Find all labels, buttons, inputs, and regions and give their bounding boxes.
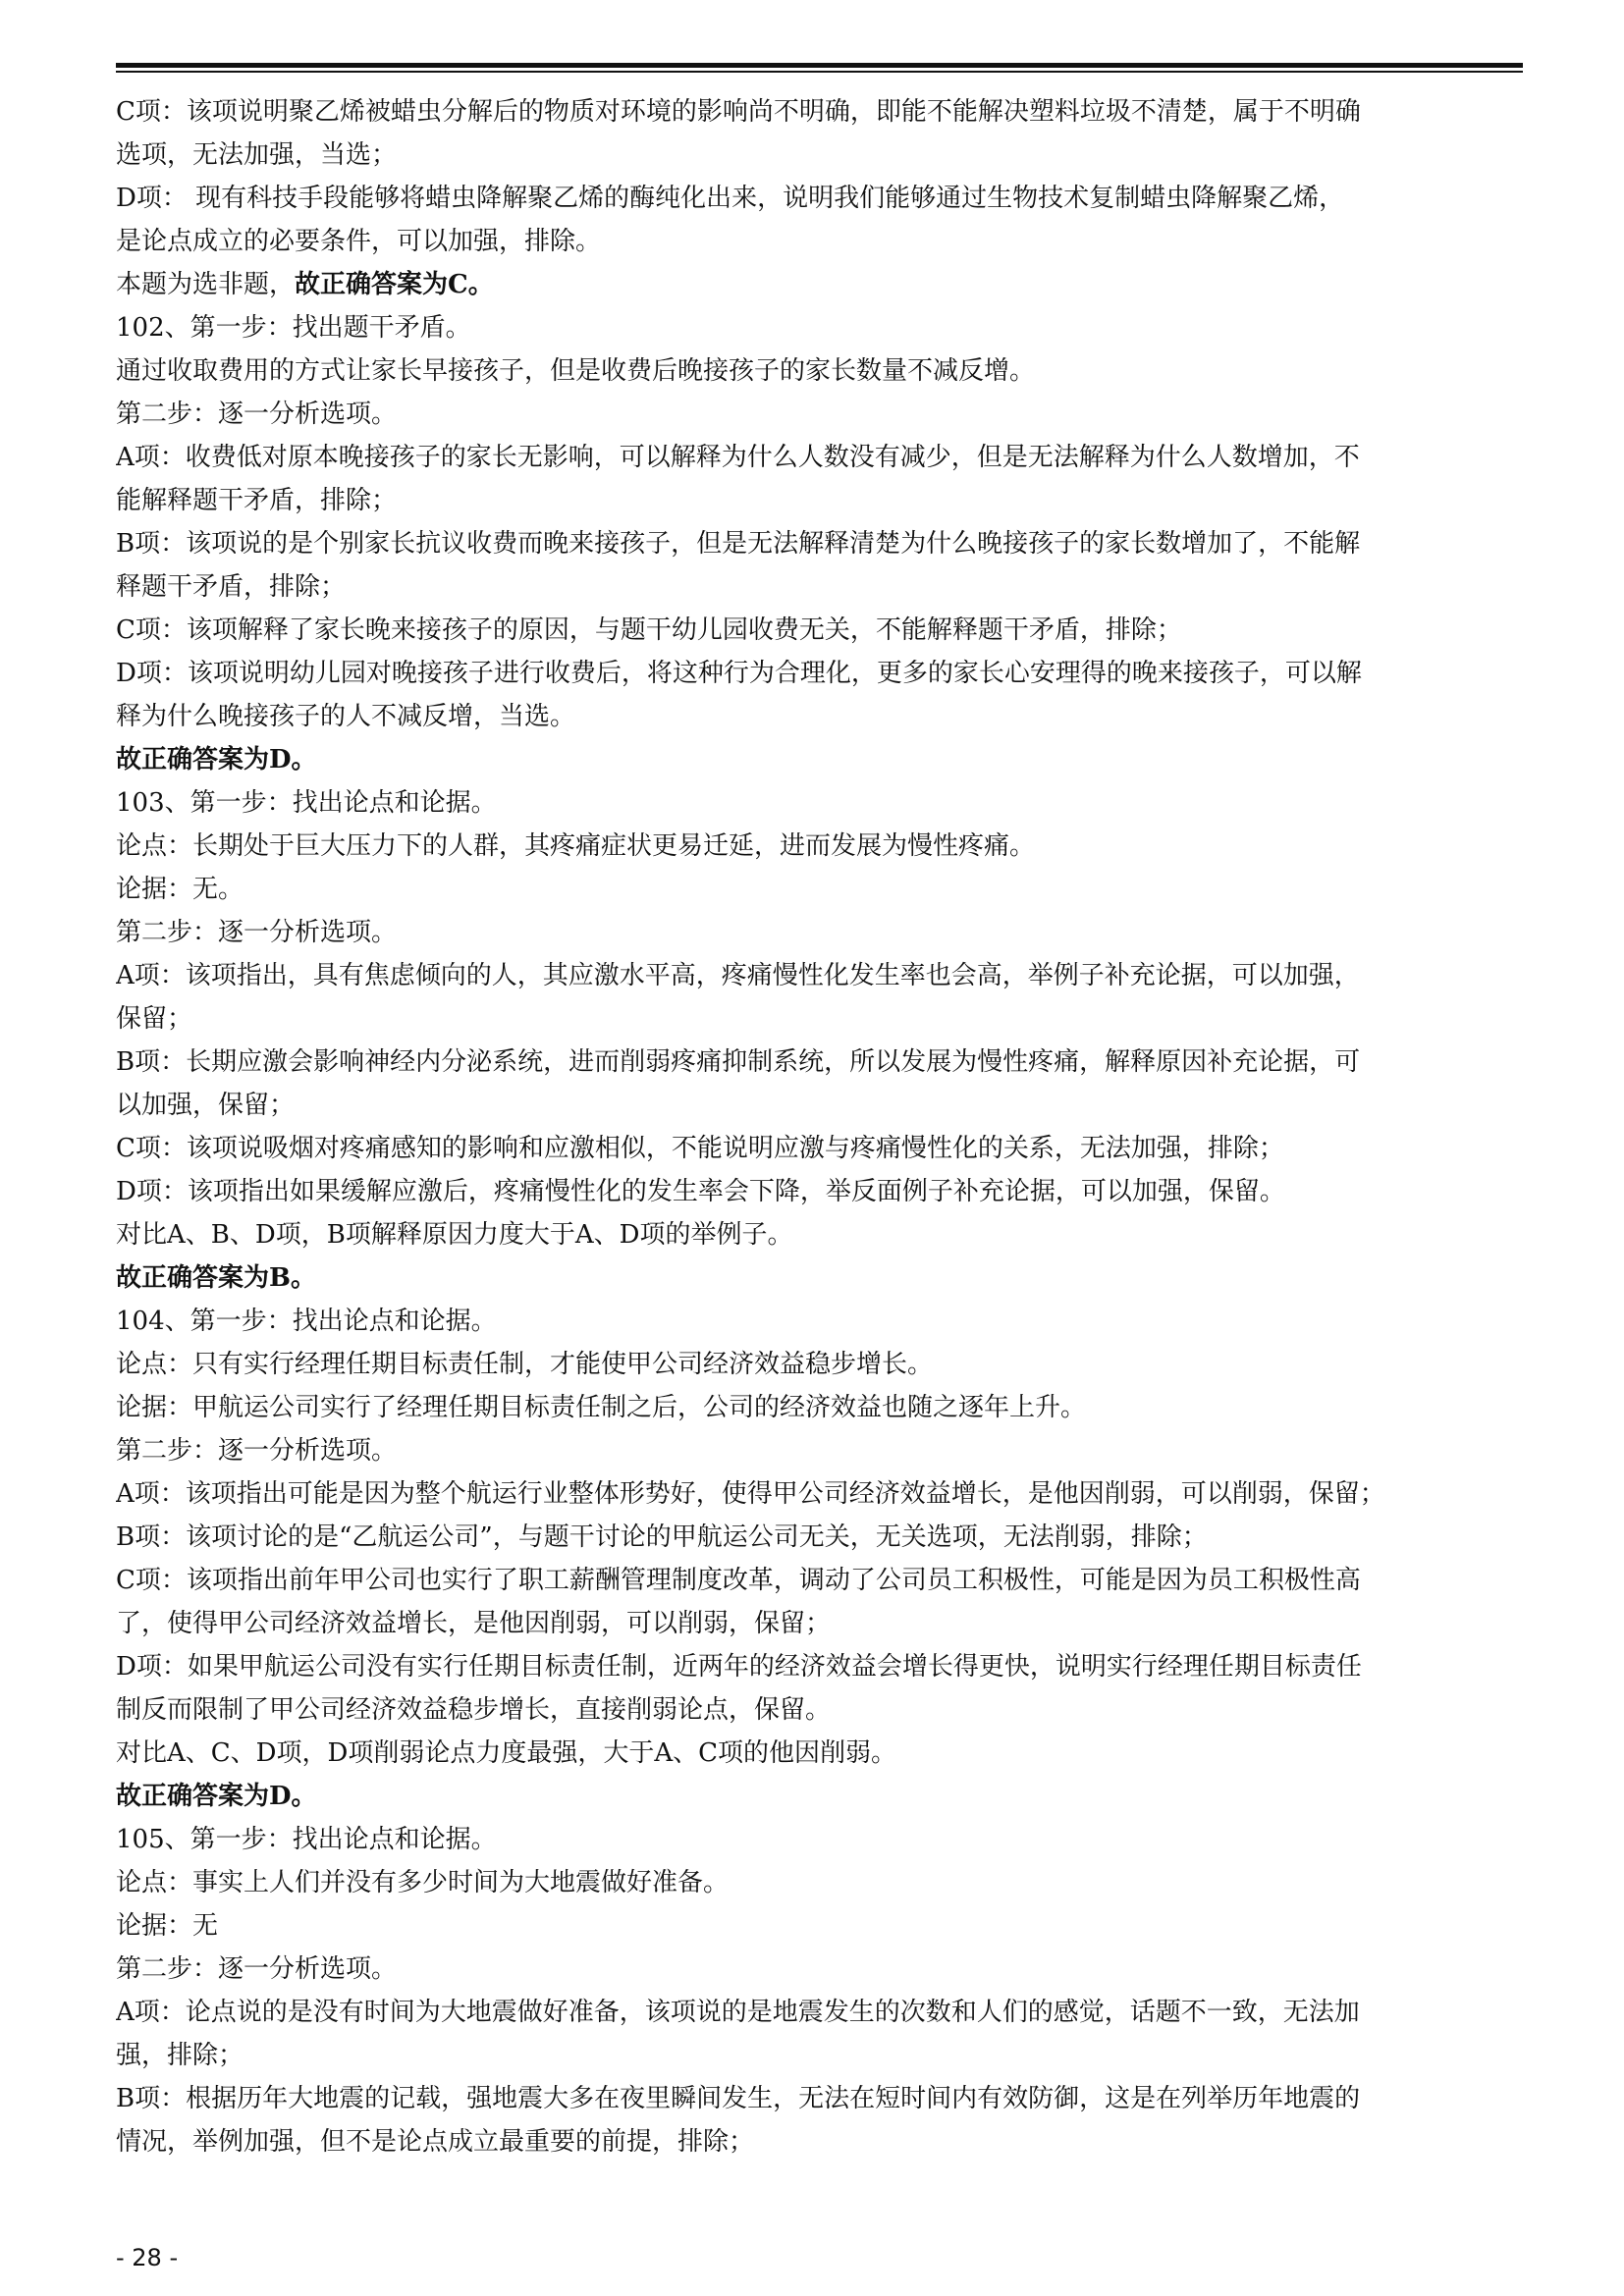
text-line: 释为什么晚接孩子的人不减反增，当选。 (116, 702, 576, 731)
text-line: 论点：长期处于巨大压力下的人群，其疼痛症状更易迁延，进而发展为慢性疼痛。 (116, 831, 1036, 861)
text-line: C项：该项说吸烟对疼痛感知的影响和应激相似，不能说明应激与疼痛慢性化的关系，无法加强，排除； (116, 1134, 1284, 1163)
text-line: C项：该项解释了家长晚来接孩子的原因，与题干幼儿园收费无关，不能解释题干矛盾，排除； (116, 615, 1182, 645)
text-line: 能解释题干矛盾，排除； (116, 486, 398, 515)
text-line: 是论点成立的必要条件，可以加强，排除。 (116, 227, 602, 256)
text-line: B项：根据历年大地震的记载，强地震大多在夜里瞬间发生，无法在短时间内有效防御，这是在列举历年地震的 (116, 2084, 1361, 2113)
text-line: 论点：事实上人们并没有多少时间为大地震做好准备。 (116, 1868, 730, 1897)
text-line: 论点：只有实行经理任期目标责任制，才能使甲公司经济效益稳步增长。 (116, 1350, 934, 1379)
text-line: 对比A、C、D项，D项削弱论点力度最强，大于A、C项的他因削弱。 (116, 1738, 897, 1768)
text-line: 论据：无。 (116, 875, 244, 904)
text-line: 第二步：逐一分析选项。 (116, 400, 398, 429)
text-line: B项：长期应激会影响神经内分泌系统，进而削弱疼痛抑制系统，所以发展为慢性疼痛，解释原因补充论据，可 (116, 1047, 1361, 1077)
text-line: 以加强，保留； (116, 1091, 296, 1120)
text-line: 选项，无法加强，当选； (116, 140, 398, 170)
text-line: A项：该项指出，具有焦虑倾向的人，其应激水平高，疼痛慢性化发生率也会高，举例子补充论据，可以加强， (116, 961, 1360, 990)
text-line: C项：该项指出前年甲公司也实行了职工薪酬管理制度改革，调动了公司员工积极性，可能是因为员工积极性高 (116, 1566, 1361, 1595)
question-heading: 105、第一步：找出论点和论据。 (116, 1825, 497, 1854)
text-line: D项： 现有科技手段能够将蜡虫降解聚乙烯的酶纯化出来，说明我们能够通过生物技术复制蜡虫降解聚乙烯， (116, 184, 1345, 213)
text-line: 第二步：逐一分析选项。 (116, 1436, 398, 1466)
answer-line: 故正确答案为D。 (116, 1782, 317, 1811)
answer-bold: 故正确答案为C。 (295, 270, 494, 299)
text-line: A项：收费低对原本晚接孩子的家长无影响，可以解释为什么人数没有减少，但是无法解释为什么人数增加，不 (116, 443, 1360, 472)
text-line: C项：该项说明聚乙烯被蜡虫分解后的物质对环境的影响尚不明确，即能不能解决塑料垃圾不清楚，属于不明确 (116, 97, 1361, 127)
text-line: B项：该项讨论的是“乙航运公司”，与题干讨论的甲航运公司无关，无关选项，无法削弱，排除； (116, 1522, 1208, 1552)
text-line: D项：如果甲航运公司没有实行任期目标责任制，近两年的经济效益会增长得更快，说明实行经理任期目标责任 (116, 1652, 1362, 1682)
text-line: D项：该项指出如果缓解应激后，疼痛慢性化的发生率会下降，举反面例子补充论据，可以加强，保留。 (116, 1177, 1285, 1206)
text-line: A项：该项指出可能是因为整个航运行业整体形势好，使得甲公司经济效益增长，是他因削弱，可以削弱，保留； (116, 1479, 1385, 1509)
text-line: 释题干矛盾，排除； (116, 572, 347, 602)
text-line: D项：该项说明幼儿园对晚接孩子进行收费后，将这种行为合理化，更多的家长心安理得的晚来接孩子，可以解 (116, 659, 1362, 688)
text-line: 强，排除； (116, 2041, 244, 2070)
header-rule-thick (116, 63, 1523, 68)
question-heading: 104、第一步：找出论点和论据。 (116, 1307, 497, 1336)
text-line: 论据：甲航运公司实行了经理任期目标责任制之后，公司的经济效益也随之逐年上升。 (116, 1393, 1087, 1422)
answer-line (116, 263, 1523, 306)
text-line: 第二步：逐一分析选项。 (116, 1954, 398, 1984)
answer-prefix: 本题为选非题， (116, 270, 296, 299)
text-line: 第二步：逐一分析选项。 (116, 918, 398, 947)
text-line: 了，使得甲公司经济效益增长，是他因削弱，可以削弱，保留； (116, 1609, 832, 1638)
answer-line: 故正确答案为D。 (116, 745, 317, 774)
question-heading: 103、第一步：找出论点和论据。 (116, 788, 497, 818)
page-number: - 28 - (116, 2244, 179, 2271)
text-line: 制反而限制了甲公司经济效益稳步增长，直接削弱论点，保留。 (116, 1695, 832, 1725)
header-rule-thin (116, 71, 1523, 73)
text-line: 对比A、B、D项，B项解释原因力度大于A、D项的举例子。 (116, 1220, 793, 1250)
text-line: A项：论点说的是没有时间为大地震做好准备，该项说的是地震发生的次数和人们的感觉，话题不一致，无法加 (116, 1998, 1360, 2027)
text-line: 通过收取费用的方式让家长早接孩子，但是收费后晚接孩子的家长数量不减反增。 (116, 356, 1036, 386)
answer-line: 故正确答案为B。 (116, 1263, 316, 1293)
text-line: 情况，举例加强，但不是论点成立最重要的前提，排除； (116, 2127, 755, 2157)
text-line: 保留； (116, 1004, 193, 1034)
text-line: 论据：无 (116, 1911, 219, 1941)
question-heading: 102、第一步：找出题干矛盾。 (116, 313, 471, 343)
page-body (116, 90, 1523, 2163)
text-line: B项：该项说的是个别家长抗议收费而晚来接孩子，但是无法解释清楚为什么晚接孩子的家长数增加了，不能解 (116, 529, 1361, 559)
